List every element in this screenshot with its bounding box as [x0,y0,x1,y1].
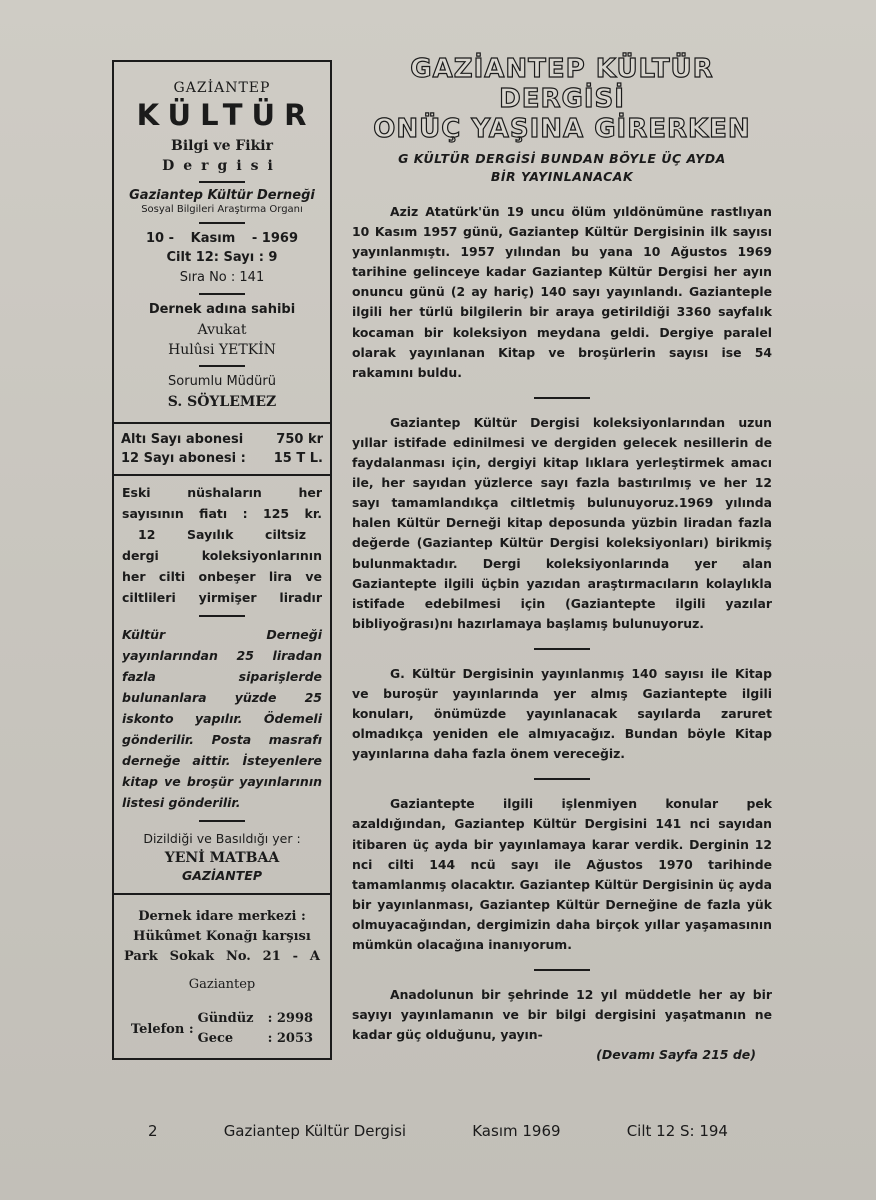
masthead-volume: Cilt 12: Sayı : 9 [166,250,278,265]
divider [199,615,245,617]
phone-day-label: Gündüz [197,1011,254,1026]
divider [199,181,245,183]
phone-block [120,1009,324,1049]
divider [534,969,590,971]
page-number: 2 [148,1122,158,1140]
date-day: 10 - [146,231,175,246]
phone-table [198,1009,313,1049]
subscription-6 [120,430,324,449]
article-subtitle-line1: G KÜLTÜR DERGİSİ BUNDAN BÖYLE ÜÇ AYDA [398,151,726,166]
printer-name: YENİ MATBAA [164,850,280,866]
back-issues-line: 12 Sayılık ciltsiz [138,527,306,542]
masthead-name: KÜLTÜR [136,98,316,132]
hq-city: Gaziantep [188,977,256,992]
print-label: Dizildiği ve Basıldığı yer : [143,831,301,846]
masthead-order: Sıra No : 141 [179,270,265,285]
owner-name: Hulûsi YETKİN [168,342,276,358]
phone-day: : 2998 [267,1011,314,1026]
order-note: Kültür Derneği yayınlarından 25 liradan fazla siparişlerde bulunanlara yüzde 25 iskonto yapılır. Ödemeli gönderilir. Posta masrafı derneğe aittir. İsteyenlere kitap ve broşür yayınlarının listesi gönderilir. [122,627,322,810]
back-issues-line: sayısının fiatı : 125 kr. [122,506,322,521]
editor-label: Sorumlu Müdürü [168,374,276,389]
divider [199,820,245,822]
sub12-price: 15 T L. [273,451,323,466]
divider [534,397,590,399]
sub12-label: 12 Sayı abonesi : [121,451,246,466]
article-title-line2: ONÜÇ YAŞINA GİRERKEN [373,114,751,144]
article-paragraph: G. Kültür Dergisinin yayınlanmış 140 sayısı ile Kitap ve buroşür yayınlarında yer almış Gaziantepte ilgili konuları, önümüzde yayınlanacak sayılarda zaruret olmadıkça yeniden ele almıyacağız. Bundan böyle Kitap yayınlarına daha fazla önem vereceğiz. [352,665,772,762]
owner-title: Avukat [197,322,247,338]
subscription-12 [120,449,324,468]
article-title-line1: GAZİANTEP KÜLTÜR DERGİSİ [410,54,714,114]
continued-note: (Devamı Sayfa 215 de) [596,1047,756,1063]
divider [114,474,330,476]
divider [199,222,245,224]
back-issues-line: Eski nüshaların her [122,485,322,500]
date-month: Kasım [190,231,236,246]
owner-label: Dernek adına sahibi [148,302,296,317]
article-subtitle-line2: BİR YAYINLANACAK [490,169,634,184]
masthead-publisher: Gaziantep Kültür Derneği [129,188,315,203]
back-issues-line: dergi koleksiyonlarının [122,548,322,563]
divider [199,365,245,367]
article-paragraph: Anadolunun bir şehrinde 12 yıl müddetle her ay bir sayıyı yayınlamanın ve bir bilgi dergisini yaşatmanın ne kadar güç olduğunu, yayın- [352,987,772,1043]
footer-date: Kasım 1969 [472,1122,561,1140]
article [352,54,772,1062]
masthead-box [112,60,332,1060]
back-issues [120,482,324,608]
back-issues-line: ciltlileri yirmişer liradır [122,590,322,605]
phone-label: Telefon : [130,1021,194,1037]
footer-journal: Gaziantep Kültür Dergisi [223,1122,407,1140]
sub6-label: Altı Sayı abonesi [121,432,244,447]
masthead-date [120,229,324,248]
back-issues-line: her cilti onbeşer lira ve [122,569,322,584]
divider [114,422,330,424]
hq-address1: Hükûmet Konağı karşısı [133,929,311,944]
masthead-organ: Sosyal Bilgileri Araştırma Organı [141,204,303,215]
divider [534,778,590,780]
masthead-type: Dergisi [162,158,282,174]
article-paragraph: Aziz Atatürk'ün 19 uncu ölüm yıldönümüne rastlıyan 10 Kasım 1957 günü, Gaziantep Kültür Dergisinin ilk sayısı yayınlanmıştı. 1957 yılından bu yana 10 Ağustos 1969 tarihine gelinceye kadar Gaziantep Kültür Dergisi her ayın onuncu günü (2 ay hariç) 140 sayı yayınlandı. Gazianteple ilgili her türlü bilgilerin bir araya getirildiği 3360 sayfalık kocaman bir koleksiyon meydana geldi. Dergiye paralel olarak yayınlanan Kitap ve broşürlerin sayısı ise 54 rakamını buldu. [352,204,772,380]
hq-address2: Park Sokak No. 21 - A [124,949,320,964]
masthead-subtitle: Bilgi ve Fikir [170,138,274,154]
printer-city: GAZİANTEP [181,868,262,883]
phone-night-label: Gece [197,1031,234,1046]
article-paragraph: Gaziantepte ilgili işlenmiyen konular pek azaldığından, Gaziantep Kültür Dergisini 141 nci sayıdan itibaren üç ayda bir yayınlamaya karar verdik. Derginin 12 nci cilti 144 ncü sayı ile Ağustos 1970 tarihinde tamamlanmış olacaktır. Gaziantep Kültür Dergisinin üç ayda bir yayınlanması, Gaziantep Kültür Derneğine de fazla yük olmuyacağından, dergimizin daha birçok yıllar yaşamasının mümkün olacağına inanıyorum. [352,796,772,952]
divider [114,893,330,895]
date-year: - 1969 [251,231,298,246]
footer-volume: Cilt 12 S: 194 [626,1122,728,1140]
masthead-city: GAZİANTEP [173,80,271,96]
divider [534,648,590,650]
phone-night: : 2053 [267,1031,314,1046]
editor-name: S. SÖYLEMEZ [167,394,277,410]
divider [199,293,245,295]
hq-label: Dernek idare merkezi : [138,909,306,924]
sub6-price: 750 kr [276,432,323,447]
article-paragraph: Gaziantep Kültür Dergisi koleksiyonlarından uzun yıllar istifade edinilmesi ve dergiden gelecek nesillerin de faydalanması için, dergiyi kitap lıklara yerleştirmek amacı ile, her sayıdan yüzlerce sayı fazla bastırılmış ve her 12 sayı tamamlandıkça ciltletmiş bulunuyoruz.1969 yılında halen Kültür Derneği kitap deposunda yüzbin liradan fazla değerde (Gaziantep Kültür Dergisi koleksiyonları) birikmiş bulunmaktadır. Dergi koleksiyonlarında yer alan Gaziantepte ilgili üçbin yazıdan araştırmacıların kolaylıkla istifade edebilmesi için (Gaziantepte ilgili yazılar bibliyoğrası)nı hazırlamaya başlamış bulunuyoruz. [352,414,772,631]
page-footer [148,1122,728,1140]
